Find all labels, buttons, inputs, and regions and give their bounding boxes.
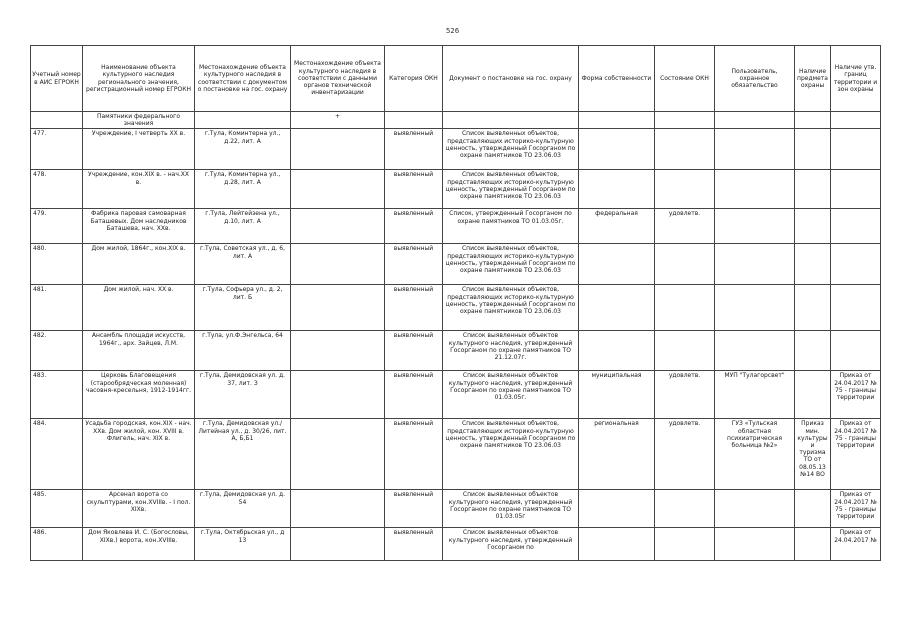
header-borders: Наличие утв. границ территории и зон охраны	[831, 46, 881, 112]
row-borders	[831, 170, 881, 209]
subheader-cell	[795, 112, 831, 129]
row-state	[655, 490, 715, 528]
row-borders: Приказ от 24.04.2017 № 75 - границы территории	[831, 419, 881, 490]
row-borders	[831, 331, 881, 371]
subheader-cell	[831, 112, 881, 129]
row-borders: Приказ от 24.04.2017 №	[831, 528, 881, 561]
row-name: Арсенал ворота со скульптурами, кон.XVIIIв. - I пол. XIXв.	[83, 490, 195, 528]
row-user	[715, 331, 795, 371]
header-location-doc: Местонахождение объекта культурного наследия в соответствии с документом о постановке на гос. охрану	[195, 46, 291, 112]
row-user: МУП "Тулагорсвет"	[715, 371, 795, 419]
row-number: 478.	[31, 170, 83, 209]
table-row	[31, 371, 881, 419]
row-user	[715, 170, 795, 209]
header-reg-number: Учетный номер в АИС ЕГРОКН	[31, 46, 83, 112]
row-state	[655, 170, 715, 209]
table-row	[31, 209, 881, 244]
row-tech-address	[291, 331, 385, 371]
row-borders	[831, 129, 881, 170]
row-state	[655, 244, 715, 285]
row-state	[655, 129, 715, 170]
row-state	[655, 285, 715, 331]
row-number: 481.	[31, 285, 83, 331]
row-ownership	[579, 528, 655, 561]
row-address: г.Тула, Софьера ул., д. 2, лит. Б	[195, 285, 291, 331]
row-user	[715, 528, 795, 561]
row-category: выявленный	[385, 285, 443, 331]
row-tech-address	[291, 244, 385, 285]
row-address: г.Тула, Демидовская ул. д. 37, лит. З	[195, 371, 291, 419]
header-document: Документ о постановке на гос. охрану	[443, 46, 579, 112]
row-borders	[831, 209, 881, 244]
row-number: 480.	[31, 244, 83, 285]
row-borders	[831, 244, 881, 285]
table-row	[31, 244, 881, 285]
row-state: удовлетв.	[655, 209, 715, 244]
subheader-mark: +	[291, 112, 385, 129]
row-user	[715, 244, 795, 285]
row-address: г.Тула, Октябрьская ул., д 13	[195, 528, 291, 561]
row-borders: Приказ от 24.04.2017 № 75 - границы территории	[831, 371, 881, 419]
row-number: 482.	[31, 331, 83, 371]
row-address: г.Тула, Коминтерна ул., д.22, лит. А	[195, 129, 291, 170]
table-row	[31, 528, 881, 561]
row-ownership	[579, 244, 655, 285]
row-category: выявленный	[385, 371, 443, 419]
subheader-cell	[655, 112, 715, 129]
header-name: Наименование объекта культурного наследия регионального значения, регистрационный номер ЕГРОКН	[83, 46, 195, 112]
row-ownership	[579, 170, 655, 209]
row-category: выявленный	[385, 129, 443, 170]
row-subject	[795, 371, 831, 419]
row-ownership: федеральная	[579, 209, 655, 244]
row-name: Учреждение, I четверть XX в.	[83, 129, 195, 170]
row-tech-address	[291, 129, 385, 170]
row-ownership	[579, 331, 655, 371]
row-tech-address	[291, 170, 385, 209]
row-address: г.Тула, Демидовская ул. д. 54	[195, 490, 291, 528]
subheader-row	[31, 112, 881, 129]
subheader-cell	[195, 112, 291, 129]
row-user: ГУЗ «Тульская областная психиатрическая больница №2»	[715, 419, 795, 490]
row-name: Дом жилой, нач. XX в.	[83, 285, 195, 331]
row-user	[715, 209, 795, 244]
row-tech-address	[291, 490, 385, 528]
row-borders	[831, 285, 881, 331]
row-ownership	[579, 490, 655, 528]
row-name: Усадьба городская, кон.XIX - нач. XXв. Дом жилой, кон. XVIII в. Флигель, нач. XIX в.	[83, 419, 195, 490]
row-address: г.Тула, ул.Ф.Энгельса, 64	[195, 331, 291, 371]
header-category: Категория ОКН	[385, 46, 443, 112]
row-name: Ансамбль площади искусств, 1964г., арх. Зайцев, Л.М.	[83, 331, 195, 371]
row-number: 485.	[31, 490, 83, 528]
subheader-name: Памятники федерального значения	[83, 112, 195, 129]
row-number: 479.	[31, 209, 83, 244]
row-ownership	[579, 129, 655, 170]
row-tech-address	[291, 285, 385, 331]
subheader-cell	[385, 112, 443, 129]
row-name: Дом жилой, 1864г., кон.XIX в.	[83, 244, 195, 285]
row-user	[715, 129, 795, 170]
header-row	[31, 46, 881, 112]
row-document: Список выявленных объектов культурного наследия, утвержденный Госорганом по	[443, 528, 579, 561]
row-subject	[795, 285, 831, 331]
row-subject: Приказ мин. культуры и туризма ТО от 08.05.13 №14 ВО	[795, 419, 831, 490]
row-category: выявленный	[385, 528, 443, 561]
row-address: г.Тула, Демидовская ул./Литейная ул., д. 30/26, лит. А, Б,Б1	[195, 419, 291, 490]
row-name: Учреждение, кон.XIX в. - нач.XX в.	[83, 170, 195, 209]
row-document: Список выявленных объектов культурного наследия, утвержденный Госорганом по охране памятников ТО 01.03.05г	[443, 490, 579, 528]
header-user: Пользователь, охранное обязательство	[715, 46, 795, 112]
row-borders: Приказ от 24.04.2017 № 75 - границы территории	[831, 490, 881, 528]
row-ownership: региональная	[579, 419, 655, 490]
header-subject: Наличие предмета охраны	[795, 46, 831, 112]
row-state: удовлетв.	[655, 419, 715, 490]
row-tech-address	[291, 419, 385, 490]
row-address: г.Тула, Коминтерна ул., д.28, лит. А	[195, 170, 291, 209]
table-row	[31, 419, 881, 490]
header-state: Состояние ОКН	[655, 46, 715, 112]
row-number: 477.	[31, 129, 83, 170]
row-address: г.Тула, Советская ул., д. 6, лит. А	[195, 244, 291, 285]
subheader-cell	[31, 112, 83, 129]
row-document: Список выявленных объектов культурного наследия, утвержденный Госорганом по охране памятников ТО 21.12.07г.	[443, 331, 579, 371]
row-name: Дом Яковлева И. С. (Богословы, XIXв.) ворота, кон.XVIIIв.	[83, 528, 195, 561]
row-category: выявленный	[385, 209, 443, 244]
table-row	[31, 129, 881, 170]
row-document: Список выявленных объектов, представляющих историко-культурную ценность, утвержденный Госорганом по охране памятников ТО 23.06.03	[443, 419, 579, 490]
header-location-tech: Местонахождение объекта культурного наследия в соответствии с данными органов технической инвентаризации	[291, 46, 385, 112]
row-tech-address	[291, 528, 385, 561]
subheader-cell	[443, 112, 579, 129]
row-name: Церковь Благовещения (старообрядческая моленная) часовня-кресельня, 1912-1914гг.	[83, 371, 195, 419]
row-ownership	[579, 285, 655, 331]
row-category: выявленный	[385, 170, 443, 209]
row-document: Список выявленных объектов, представляющих историко-культурную ценность, утвержденный Госорганом по охране памятников ТО 23.06.03	[443, 285, 579, 331]
row-ownership: муниципальная	[579, 371, 655, 419]
row-category: выявленный	[385, 331, 443, 371]
subheader-cell	[579, 112, 655, 129]
row-address: г.Тула, Лейтейзена ул., д.10, лит. А	[195, 209, 291, 244]
row-document: Список выявленных объектов, представляющих историко-культурную ценность, утвержденный Госорганом по охране памятников ТО 23.06.03	[443, 129, 579, 170]
heritage-table-sheet	[30, 45, 880, 561]
row-number: 483.	[31, 371, 83, 419]
row-subject	[795, 490, 831, 528]
row-name: Фабрика паровая самоварная Баташевых. Дом наследников Баташева, нач. XXв.	[83, 209, 195, 244]
table-row	[31, 285, 881, 331]
table-row	[31, 170, 881, 209]
row-state	[655, 331, 715, 371]
row-subject	[795, 209, 831, 244]
table-row	[31, 331, 881, 371]
row-document: Список, утвержденный Госорганом по охране памятников ТО 01.03.05г.	[443, 209, 579, 244]
row-state	[655, 528, 715, 561]
row-subject	[795, 331, 831, 371]
row-subject	[795, 170, 831, 209]
row-category: выявленный	[385, 490, 443, 528]
row-document: Список выявленных объектов, представляющих историко-культурную ценность, утвержденный Госорганом по охране памятников ТО 23.06.03	[443, 170, 579, 209]
row-subject	[795, 528, 831, 561]
heritage-table	[30, 45, 881, 561]
row-tech-address	[291, 209, 385, 244]
header-ownership: Форма собственности	[579, 46, 655, 112]
table-row	[31, 490, 881, 528]
row-document: Список выявленных объектов, представляющих историко-культурную ценность, утвержденный Госорганом по охране памятников ТО 23.06.03	[443, 244, 579, 285]
row-number: 486.	[31, 528, 83, 561]
row-state: удовлетв.	[655, 371, 715, 419]
row-document: Список выявленных объектов культурного наследия, утвержденный Госорганом по охране памятников ТО 01.03.05г.	[443, 371, 579, 419]
row-category: выявленный	[385, 419, 443, 490]
subheader-cell	[715, 112, 795, 129]
row-number: 484.	[31, 419, 83, 490]
row-tech-address	[291, 371, 385, 419]
page-number: 526	[445, 27, 460, 35]
row-user	[715, 490, 795, 528]
row-category: выявленный	[385, 244, 443, 285]
row-subject	[795, 244, 831, 285]
row-user	[715, 285, 795, 331]
row-subject	[795, 129, 831, 170]
